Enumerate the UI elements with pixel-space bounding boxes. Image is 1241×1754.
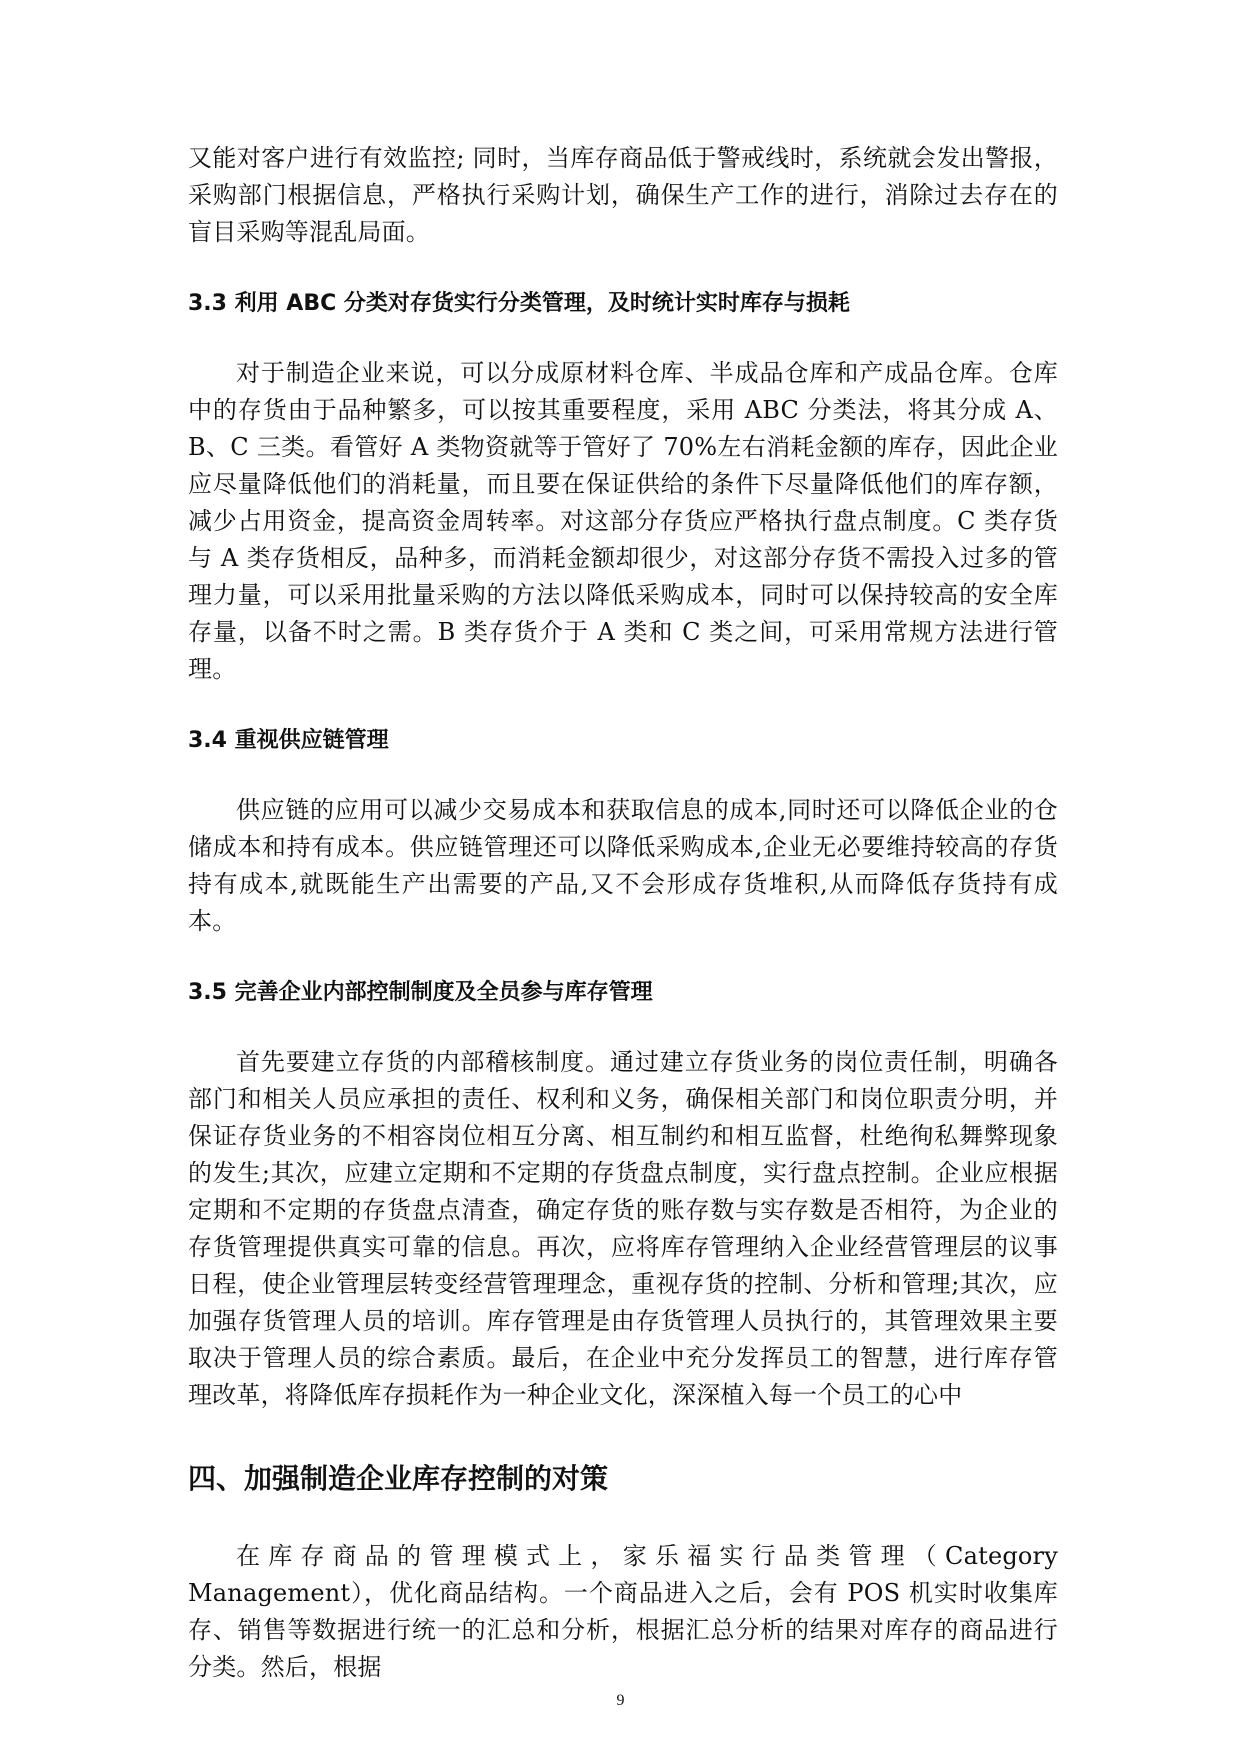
page-number: 9 <box>616 1692 625 1709</box>
section-body-3-5: 首先要建立存货的内部稽核制度。通过建立存货业务的岗位责任制，明确各部门和相关人员应承担的责任、权利和义务，确保相关部门和岗位职责分明，并保证存货业务的不相容岗位相互分离、相互制约和相互监督，杜绝徇私舞弊现象的发生;其次，应建立定期和不定期的存货盘点制度，实行盘点控制。企业应根据定期和不定期的存货盘点清查，确定存货的账存数与实存数是否相符，为企业的存货管理提供真实可靠的信息。再次，应将库存管理纳入企业经营管理层的议事日程，使企业管理层转变经营管理理念，重视存货的控制、分析和管理;其次，应加强存货管理人员的培训。库存管理是由存货管理人员执行的，其管理效果主要取决于管理人员的综合素质。最后，在企业中充分发挥员工的智慧，进行库存管理改革，将降低库存损耗作为一种企业文化，深深植入每一个员工的心中 <box>188 1048 1058 1409</box>
section-heading-3-3: 3.3 利用 ABC 分类对存货实行分类管理，及时统计实时库存与损耗 <box>188 291 850 316</box>
section-heading-3-5: 3.5 完善企业内部控制制度及全员参与库存管理 <box>188 980 653 1005</box>
chapter-body-4: 在库存商品的管理模式上，家乐福实行品类管理（Category Management），优化商品结构。一个商品进入之后，会有 POS 机实时收集库存、销售等数据进行统一的汇总和分析，根据汇总分析的结果对库存的商品进行分类。然后，根据 <box>188 1542 1058 1681</box>
chapter-heading-4: 四、加强制造企业库存控制的对策 <box>188 1462 609 1495</box>
page-content <box>188 140 1058 1686</box>
section-body-3-4: 供应链的应用可以减少交易成本和获取信息的成本,同时还可以降低企业的仓储成本和持有成本。供应链管理还可以降低采购成本,企业无必要维持较高的存货持有成本,就既能生产出需要的产品,又不会形成存货堆积,从而降低存货持有成本。 <box>188 796 1058 935</box>
section-body-3-3: 对于制造企业来说，可以分成原材料仓库、半成品仓库和产成品仓库。仓库中的存货由于品种繁多，可以按其重要程度，采用 ABC 分类法，将其分成 A、B、C 三类。看管好 A 类物资就等于管好了 70%左右消耗金额的库存，因此企业应尽量降低他们的消耗量，而且要在保证供给的条件下尽量降低他们的库存额，减少占用资金，提高资金周转率。对这部分存货应严格执行盘点制度。C 类存货与 A 类存货相反，品种多，而消耗金额却很少，对这部分存货不需投入过多的管理力量，可以采用批量采购的方法以降低采购成本，同时可以保持较高的安全库存量，以备不时之需。B 类存货介于 A 类和 C 类之间，可采用常规方法进行管理。 <box>188 359 1058 683</box>
section-heading-3-4: 3.4 重视供应链管理 <box>188 728 389 753</box>
continued-paragraph: 又能对客户进行有效监控; 同时，当库存商品低于警戒线时，系统就会发出警报，采购部门根据信息，严格执行采购计划，确保生产工作的进行，消除过去存在的盲目采购等混乱局面。 <box>188 144 1058 246</box>
